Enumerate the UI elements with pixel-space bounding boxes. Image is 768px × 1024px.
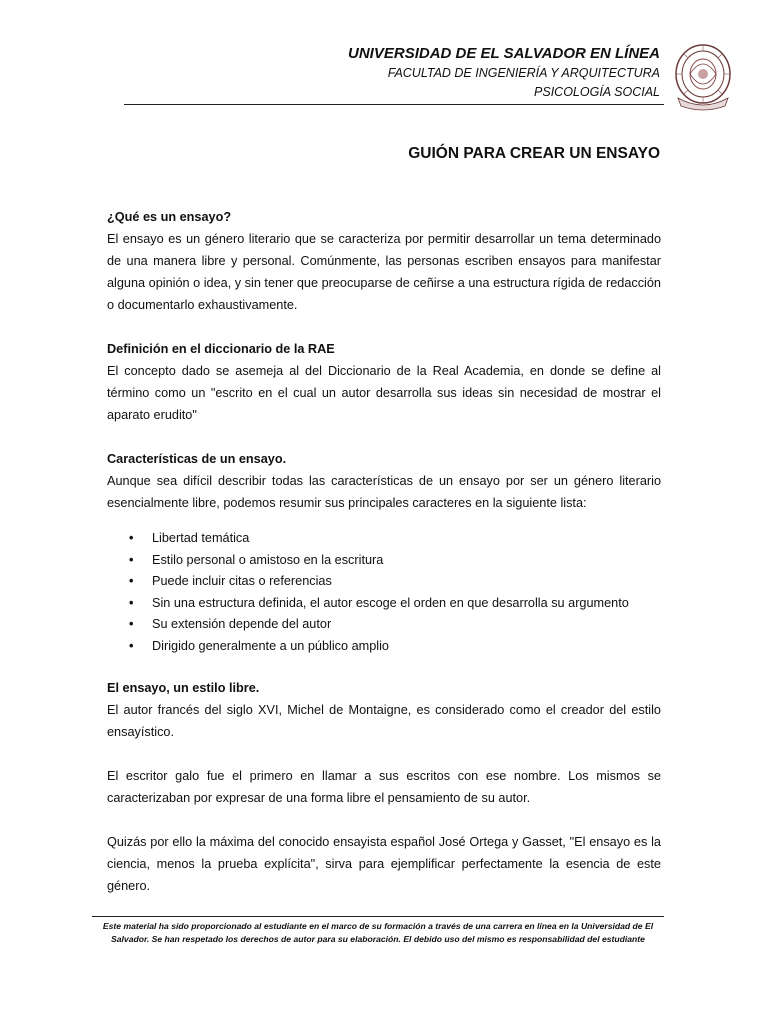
characteristics-list	[107, 528, 661, 657]
footer-disclaimer: Este material ha sido proporcionado al estudiante en el marco de su formación a través de una carrera en línea en la Universidad de El Salvador. Se han respetado los derechos de autor para su elaboración. El debido uso del mismo es responsabilidad del estudiante	[102, 921, 654, 944]
section-heading-free-style: El ensayo, un estilo libre.	[107, 681, 260, 695]
list-item: • Puede incluir citas o referencias	[107, 571, 661, 593]
section-text-characteristics: Aunque sea difícil describir todas las características de un ensayo por ser un género literario esencialmente libre, podemos resumir sus principales caracteres en la siguiente lista:	[107, 474, 661, 510]
footer-divider	[92, 916, 664, 917]
list-item: • Libertad temática	[107, 528, 661, 550]
document-header	[110, 44, 660, 102]
section-text-what-is: El ensayo es un género literario que se caracteriza por permitir desarrollar un tema determinado de una manera libre y personal. Comúnmente, las personas escriben ensayos para manifestar alguna opinión o idea, y sin tener que preocuparse de ceñirse a una estructura rígida de redacción o documentarlo exhaustivamente.	[107, 232, 661, 312]
university-name: UNIVERSIDAD DE EL SALVADOR EN LÍNEA	[348, 45, 660, 62]
university-seal-icon	[670, 42, 736, 112]
document-body	[107, 206, 661, 897]
section-heading-characteristics: Características de un ensayo.	[107, 452, 287, 466]
section-text-rae: El concepto dado se asemeja al del Diccionario de la Real Academia, en donde se define al término como un "escrito en el cual un autor desarrolla sus ideas sin necesidad de mostrar el aparato erudito"	[107, 364, 661, 422]
header-divider	[124, 104, 664, 105]
section-text-free-style-2: El escritor galo fue el primero en llamar a sus escritos con ese nombre. Los mismos se caracterizaban por expresar de una forma libre el pensamiento de su autor.	[107, 769, 661, 805]
list-item: • Sin una estructura definida, el autor escoge el orden en que desarrolla su argumento	[107, 593, 661, 615]
section-heading-rae: Definición en el diccionario de la RAE	[107, 342, 335, 356]
course-name: PSICOLOGÍA SOCIAL	[534, 85, 660, 99]
section-text-free-style-3: Quizás por ello la máxima del conocido ensayista español José Ortega y Gasset, "El ensayo es la ciencia, menos la prueba explícita", sirva para ejemplificar perfectamente la esencia de este género.	[107, 835, 661, 893]
section-text-free-style-1: El autor francés del siglo XVI, Michel de Montaigne, es considerado como el creador del estilo ensayístico.	[107, 703, 661, 739]
faculty-name: FACULTAD DE INGENIERÍA Y ARQUITECTURA	[387, 66, 660, 80]
document-title: GUIÓN PARA CREAR UN ENSAYO	[408, 145, 660, 162]
list-item: • Estilo personal o amistoso en la escritura	[107, 550, 661, 572]
list-item: • Dirigido generalmente a un público amplio	[107, 636, 661, 658]
section-heading-what-is: ¿Qué es un ensayo?	[107, 210, 232, 224]
list-item: • Su extensión depende del autor	[107, 614, 661, 636]
